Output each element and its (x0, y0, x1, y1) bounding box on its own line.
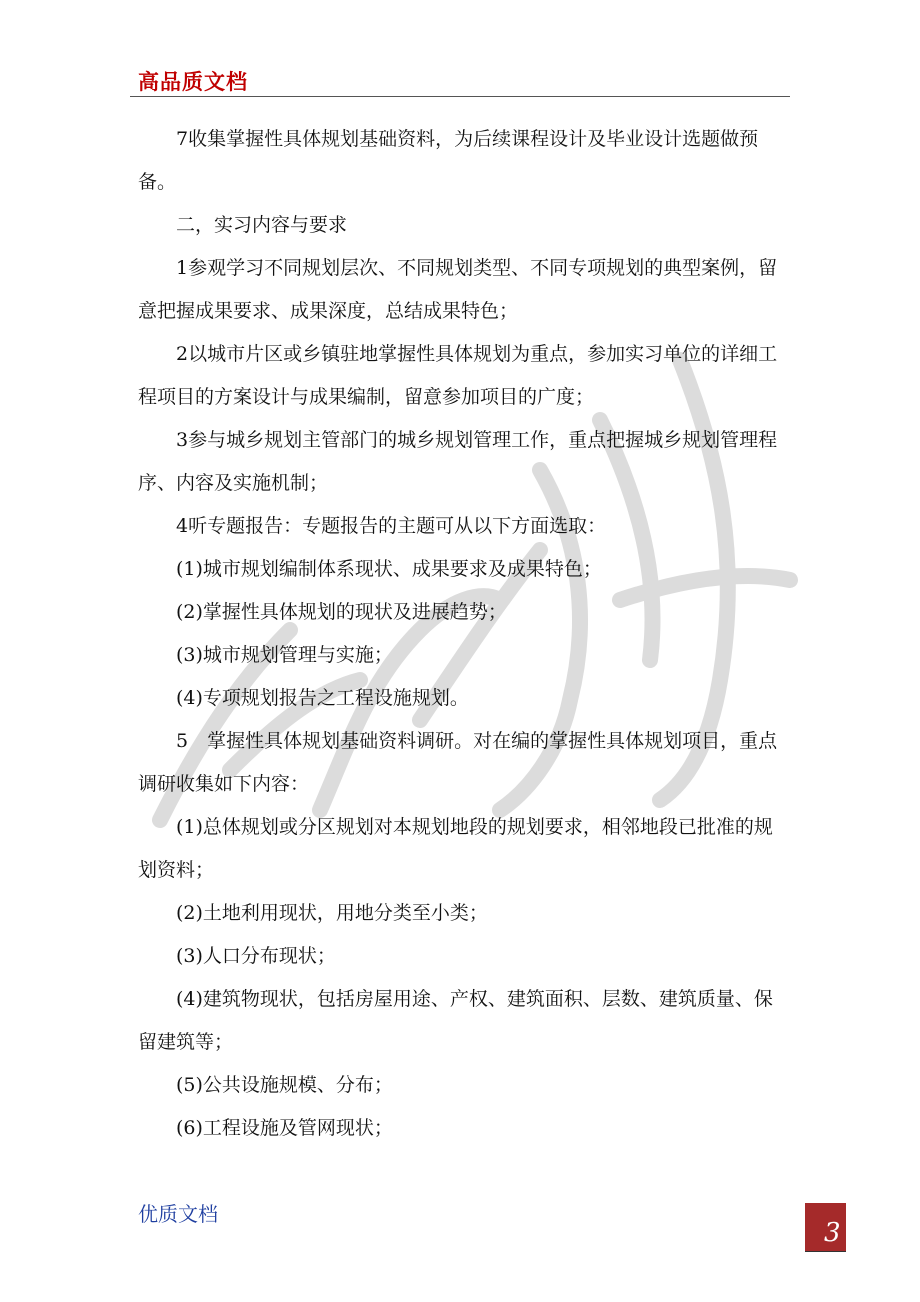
paragraph: 7收集掌握性具体规划基础资料，为后续课程设计及毕业设计选题做预备。 (138, 128, 759, 193)
paragraph: 3参与城乡规划主管部门的城乡规划管理工作，重点把握城乡规划管理程序、内容及实施机制； (138, 429, 778, 494)
paragraph: (1)城市规划编制体系现状、成果要求及成果特色； (176, 558, 602, 580)
header-divider (130, 96, 790, 97)
paragraph: (1)总体规划或分区规划对本规划地段的规划要求，相邻地段已批准的规划资料； (138, 816, 773, 881)
paragraph: (2)土地利用现状，用地分类至小类； (176, 902, 488, 924)
page-number: 3 (824, 1218, 841, 1248)
header-title: 高品质文档 (138, 70, 248, 94)
paragraph: 4听专题报告：专题报告的主题可从以下方面选取： (176, 515, 607, 537)
paragraph: 二，实习内容与要求 (176, 214, 348, 236)
paragraph: (3)人口分布现状； (176, 945, 336, 967)
paragraph: 2以城市片区或乡镇驻地掌握性具体规划为重点，参加实习单位的详细工程项目的方案设计与成果编制，留意参加项目的广度； (138, 343, 778, 408)
paragraph: (2)掌握性具体规划的现状及进展趋势； (176, 601, 507, 623)
paragraph: (6)工程设施及管网现状； (176, 1117, 393, 1139)
paragraph: (3)城市规划管理与实施； (176, 644, 393, 666)
paragraph: (4)专项规划报告之工程设施规划。 (176, 687, 469, 709)
paragraph: 5 掌握性具体规划基础资料调研。对在编的掌握性具体规划项目，重点调研收集如下内容： (138, 730, 778, 795)
paragraph: (5)公共设施规模、分布； (176, 1074, 393, 1096)
footer-title: 优质文档 (138, 1202, 218, 1226)
paragraph: 1参观学习不同规划层次、不同规划类型、不同专项规划的典型案例，留意把握成果要求、成果深度，总结成果特色； (138, 257, 778, 322)
footer-divider (805, 1251, 846, 1252)
body-content (138, 118, 788, 1150)
paragraph: (4)建筑物现状，包括房屋用途、产权、建筑面积、层数、建筑质量、保留建筑等； (138, 988, 773, 1053)
